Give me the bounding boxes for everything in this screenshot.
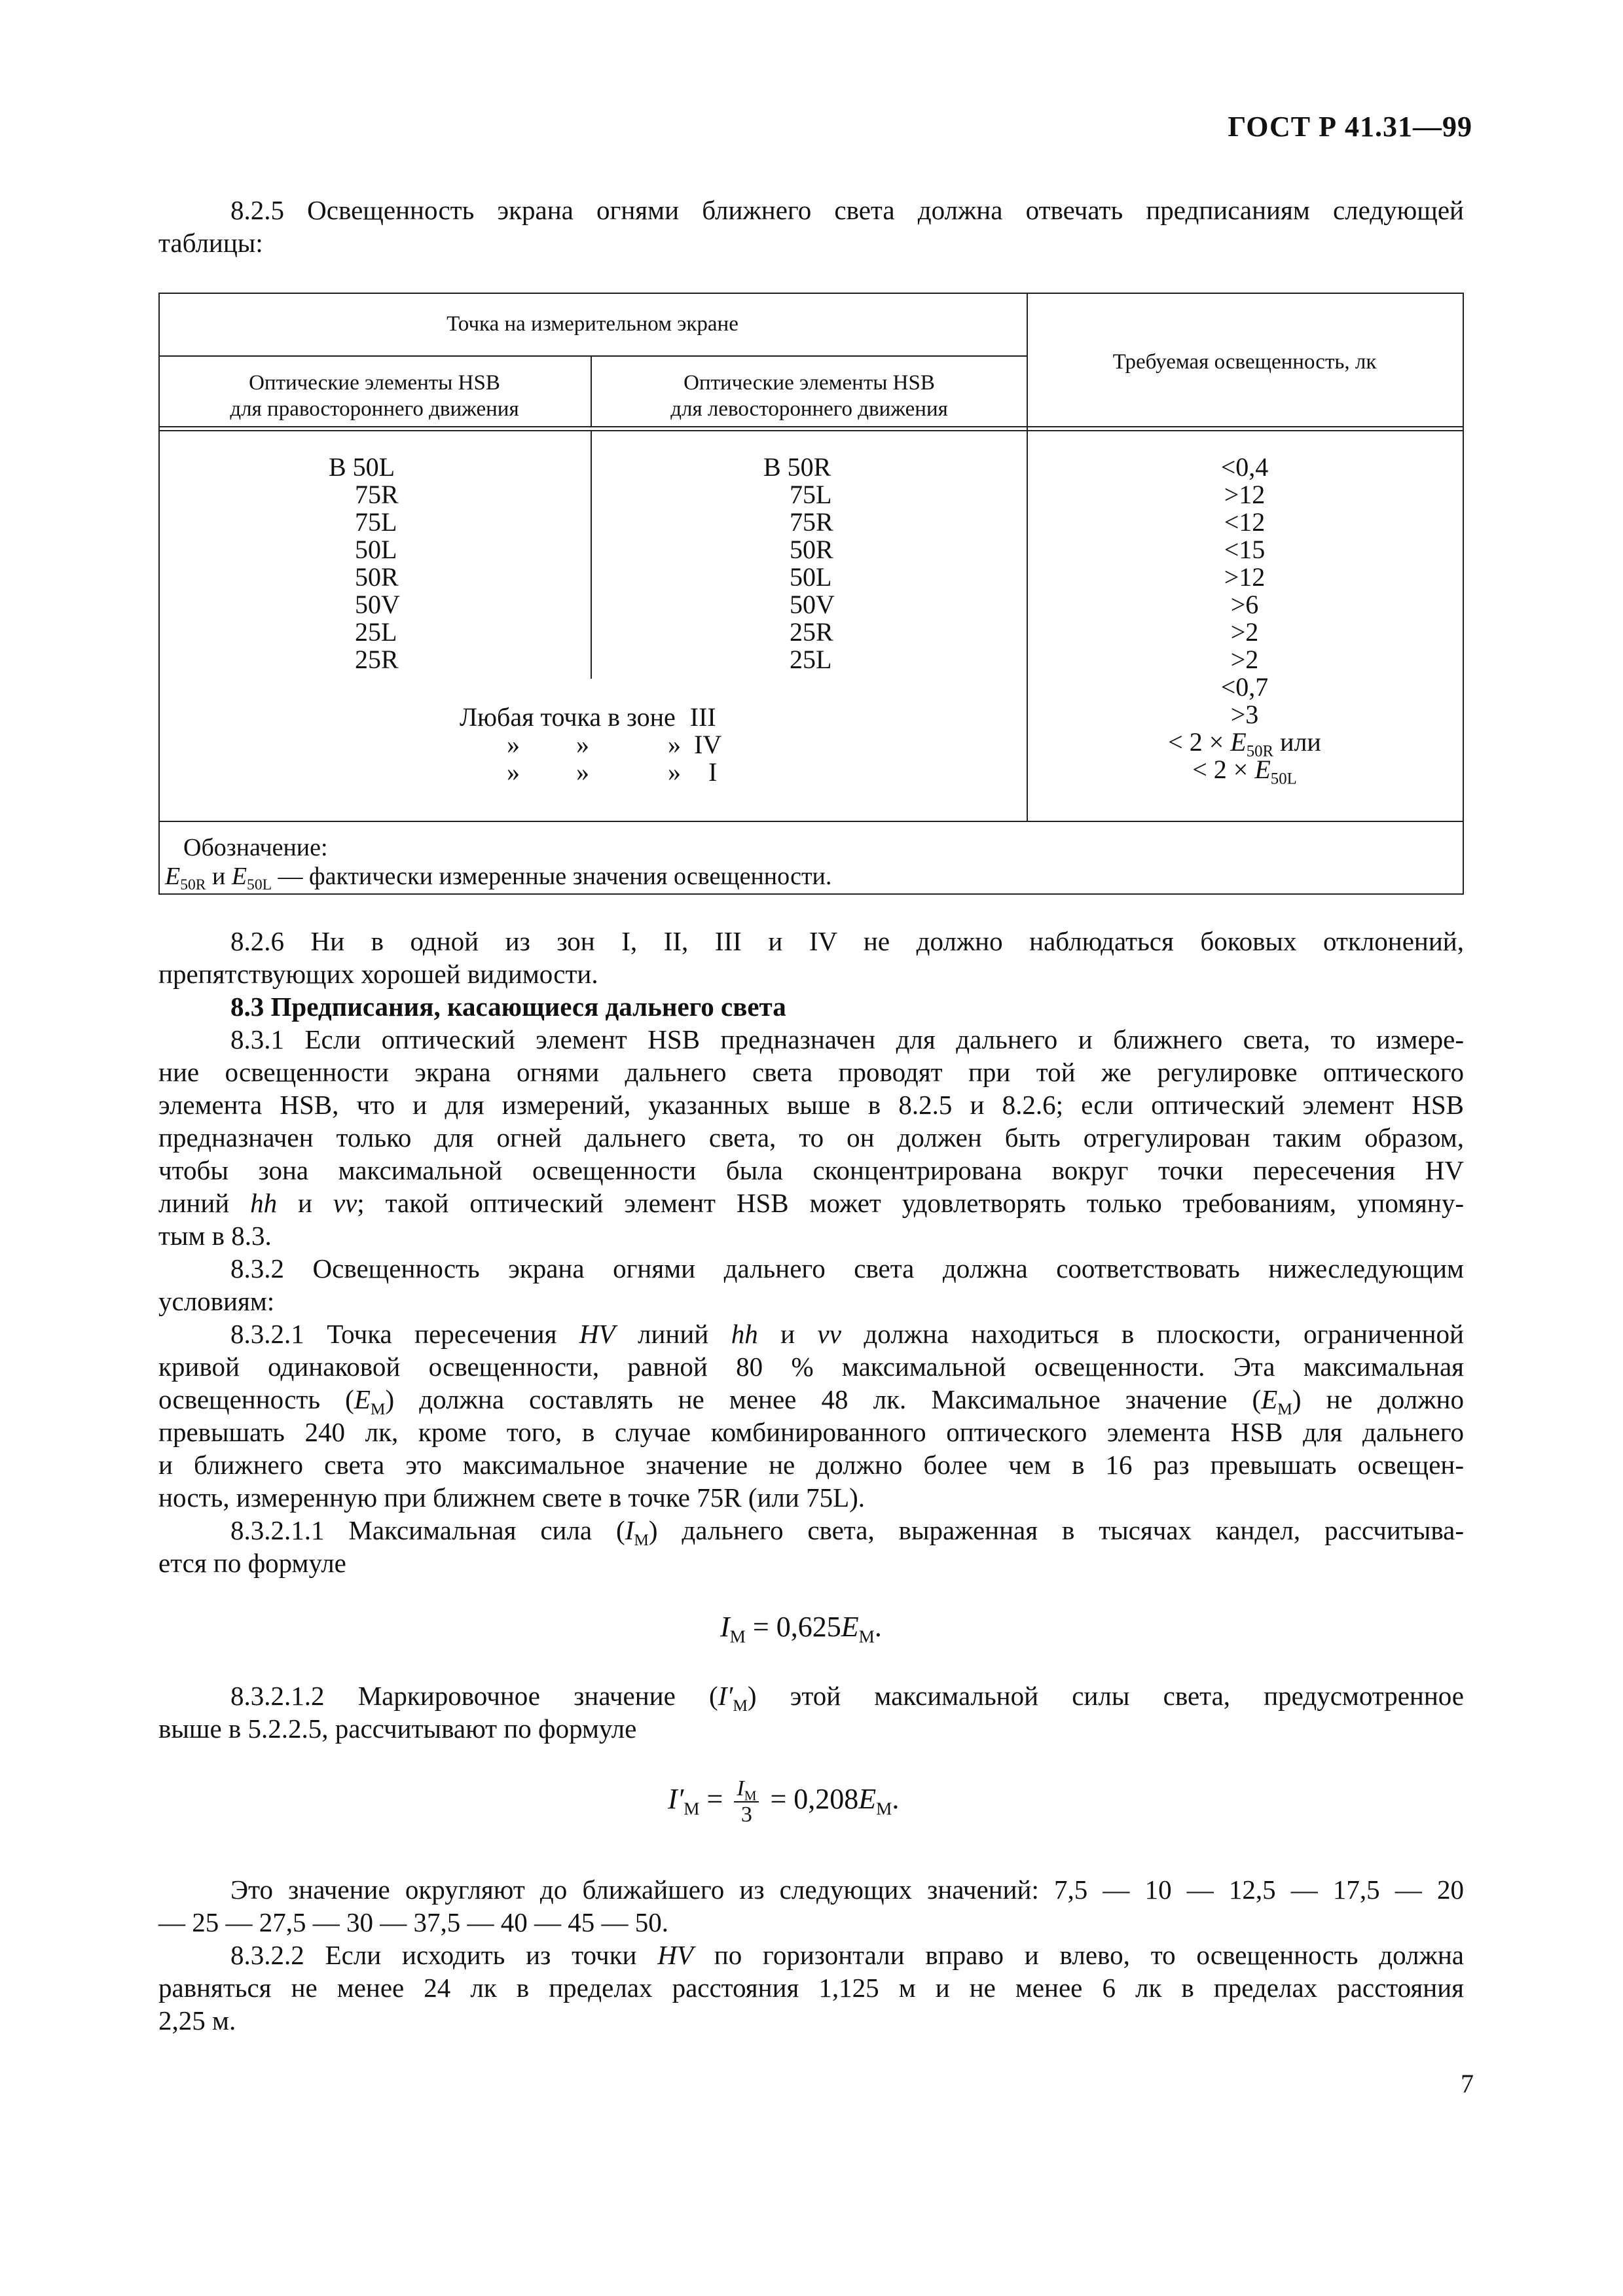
table-cell: 25R <box>790 617 833 647</box>
symbol-hv: HV <box>657 1940 693 1970</box>
paragraph-8-2-6 <box>158 925 1464 958</box>
table-cell: 50L <box>790 562 832 592</box>
text-fragment: 8.3.2.1.1 Максимальная сила ( <box>230 1515 625 1545</box>
symbol-e: E <box>354 1384 371 1414</box>
subscript: M <box>733 1696 748 1715</box>
table-cell: <0,4 <box>1220 452 1269 482</box>
formula-text: = 0,625 <box>745 1611 841 1643</box>
fraction <box>734 1776 759 1827</box>
paragraph-8-3-2-1-1 <box>158 1514 1464 1547</box>
symbol-vv: vv <box>817 1319 841 1349</box>
zone-row-i <box>460 759 957 786</box>
formula-text: = 0,208 <box>763 1783 859 1816</box>
text-fragment: освещенность ( <box>158 1384 354 1414</box>
zone-row-iv <box>460 731 957 759</box>
table-cell: <0,7 <box>1220 672 1269 702</box>
subscript: M <box>858 1626 875 1647</box>
formula-text: = <box>699 1783 731 1816</box>
symbol-i-prime: I′ <box>718 1681 733 1711</box>
ditto-mark: » <box>668 730 681 759</box>
text-fragment: ) не должно <box>1292 1384 1465 1414</box>
table-cell: 50R <box>790 535 833 564</box>
symbol-vv: vv <box>333 1188 357 1218</box>
paragraph-8-3-2-2 <box>158 1939 1464 1971</box>
table-divider <box>158 355 1027 357</box>
text-fragment: 8.3.2.1.2 Маркировочное значение ( <box>230 1681 718 1711</box>
text-line: 2,25 м. <box>158 2005 236 2036</box>
symbol-i: I <box>737 1776 744 1801</box>
zone-number: III <box>689 702 716 732</box>
fraction-denominator: 3 <box>740 1803 752 1827</box>
text-line <box>158 1679 1464 1715</box>
table-cell: 75L <box>790 480 832 509</box>
text-line <box>158 1187 1464 1219</box>
table-cell: <12 <box>1224 507 1266 537</box>
paragraph-8-3-2-cont <box>158 1285 1464 1318</box>
text-line: предназначен только для огней дальнего света, то он должен быть отрегулирован таким образом, <box>158 1122 1464 1153</box>
table-cell: 75R <box>790 507 833 537</box>
zone-number: IV <box>694 730 722 759</box>
table-cell: B 50L <box>329 452 395 482</box>
paragraph-8-3-2-2-cont <box>158 1971 1464 2037</box>
ditto-mark: » <box>507 730 520 759</box>
text-fragment: ) должна составлять не менее 48 лк. Максимальное значение ( <box>385 1384 1262 1414</box>
table-cell: 25L <box>355 617 397 647</box>
document-id: ГОСТ Р 41.31—99 <box>1228 111 1472 143</box>
text-line: 8.2.5 Освещенность экрана огнями ближнего света должна отвечать предписаниям следующей <box>230 195 1464 225</box>
formula-im-prime <box>668 1776 899 1827</box>
subscript: 50L <box>1270 770 1297 788</box>
note-and: и <box>206 863 232 890</box>
text-line: выше в 5.2.2.5, рассчитывают по формуле <box>158 1713 637 1744</box>
table-cell: 50L <box>355 535 397 564</box>
symbol-e: E <box>858 1783 877 1816</box>
symbol-hh: hh <box>731 1319 758 1349</box>
formula-im <box>720 1610 882 1647</box>
column-required <box>1028 452 1461 788</box>
text-line: 8.3.1 Если оптический элемент HSB предназначен для дальнего и ближнего света, то измере- <box>230 1024 1464 1054</box>
table-cell: <15 <box>1224 535 1266 564</box>
table-cell: B 50R <box>763 452 831 482</box>
paragraph-8-3-2 <box>158 1252 1464 1285</box>
table-cell-e50l <box>1028 755 1461 788</box>
column-right-traffic <box>158 454 591 673</box>
text-fragment: ) этой максимальной силы света, предусмотренное <box>747 1681 1464 1711</box>
text-fragment: и <box>277 1188 333 1218</box>
symbol-i: I <box>720 1611 730 1643</box>
req-suffix: или <box>1273 727 1321 757</box>
paragraph-rounding <box>158 1873 1464 1906</box>
header-line: для правостороннего движения <box>230 397 519 421</box>
table-cell: >12 <box>1224 562 1266 592</box>
text-line: препятствующих хорошей видимости. <box>158 959 598 989</box>
text-line: условиям: <box>158 1286 275 1316</box>
symbol-e: E <box>1254 755 1271 784</box>
req-prefix: < 2 × <box>1168 727 1231 757</box>
symbol-e: E <box>1261 1384 1278 1414</box>
header-right-traffic <box>158 370 591 422</box>
paragraph-8-3-2-1 <box>158 1318 1464 1350</box>
table-cell: >6 <box>1230 590 1259 619</box>
table-cell: >2 <box>1230 617 1259 647</box>
table-cell: >2 <box>1230 645 1259 674</box>
ditto-mark: » <box>668 757 681 787</box>
zone-row-iii <box>460 704 957 731</box>
text-line: ется по формуле <box>158 1548 346 1578</box>
text-fragment: и <box>757 1319 818 1349</box>
table-cell: 50V <box>355 590 400 619</box>
text-line: Это значение округляют до ближайшего из следующих значений: 7,5 — 10 — 12,5 — 17,5 — 20 <box>230 1874 1464 1905</box>
symbol-i: I <box>625 1515 634 1545</box>
header-line: для левостороннего движения <box>670 397 948 421</box>
zone-rows <box>460 704 957 786</box>
subscript: M <box>1277 1399 1292 1418</box>
subscript: M <box>744 1787 757 1804</box>
fraction-numerator <box>734 1776 759 1803</box>
page-number: 7 <box>1461 2069 1474 2098</box>
text-line: ние освещенности экрана огнями дальнего света проводят при той же регулировке оптического <box>158 1057 1464 1087</box>
table-divider <box>158 821 1464 822</box>
subscript: 50L <box>247 876 272 894</box>
header-line: Оптические элементы HSB <box>684 371 935 395</box>
text-line: чтобы зона максимальной освещенности была сконцентрирована вокруг точки пересечения HV <box>158 1155 1464 1185</box>
text-line: ность, измеренную при ближнем свете в точке 75R (или 75L). <box>158 1482 866 1513</box>
note-text <box>165 862 832 894</box>
text-line: равняться не менее 24 лк в пределах расстояния 1,125 м и не менее 6 лк в пределах расстояния <box>158 1973 1464 2003</box>
table-divider <box>158 430 1464 431</box>
text-line: таблицы: <box>158 228 263 258</box>
header-line: Оптические элементы HSB <box>249 371 500 395</box>
paragraph-rounding-cont <box>158 1906 1464 1939</box>
paragraph-8-3-1-cont <box>158 1056 1464 1252</box>
text-line: тым в 8.3. <box>158 1221 272 1251</box>
text-line: элемента HSB, что и для измерений, указанных выше в 8.2.5 и 8.2.6; если оптический элемент HSB <box>158 1090 1464 1120</box>
symbol-e: E <box>841 1611 859 1643</box>
table-note <box>165 833 832 894</box>
paragraph-8-2-6-cont <box>158 958 1464 990</box>
paragraph-8-3-2-1-1-cont <box>158 1547 1464 1579</box>
subscript: 50R <box>180 876 206 894</box>
table-cell: 50V <box>790 590 835 619</box>
table-cell: 25L <box>790 645 832 674</box>
ditto-mark: » <box>576 757 589 787</box>
paragraph-8-2-5-cont <box>158 226 1464 259</box>
text-fragment: 8.3.2.1 Точка пересечения <box>230 1319 579 1349</box>
paragraph-8-3-2-1-2 <box>158 1679 1464 1715</box>
table-cell: >3 <box>1230 700 1259 729</box>
text-line: кривой одинаковой освещенности, равной 80 % максимальной освещенности. Эта максимальная <box>158 1352 1464 1382</box>
text-line: — 25 — 27,5 — 30 — 37,5 — 40 — 45 — 50. <box>158 1907 668 1937</box>
text-fragment: 8.3.2.2 Если исходить из точки <box>230 1940 658 1970</box>
note-title: Обозначение: <box>183 834 328 861</box>
ditto-mark: » <box>576 730 589 759</box>
table-cell: 75R <box>355 480 399 509</box>
header-left-traffic <box>592 370 1027 422</box>
table-cell: 25R <box>355 645 399 674</box>
table-cell: 75L <box>355 507 397 537</box>
header-required-illuminance: Требуемая освещенность, лк <box>1112 350 1377 374</box>
formula-text: . <box>874 1611 882 1643</box>
symbol-i-prime: I′ <box>668 1783 684 1816</box>
table-divider <box>158 426 1464 427</box>
subscript: 50R <box>1246 742 1274 761</box>
text-fragment: ) дальнего света, выраженная в тысячах кандел, рассчитыва- <box>648 1515 1464 1545</box>
text-line <box>158 1939 1464 1971</box>
symbol-e: E <box>165 863 181 890</box>
symbol-hv: HV <box>579 1319 615 1349</box>
symbol-e: E <box>1230 727 1247 757</box>
paragraph-8-2-5 <box>158 194 1464 226</box>
paragraph-8-3-1 <box>158 1023 1464 1056</box>
column-left-traffic <box>592 454 1027 673</box>
paragraph-8-3-2-1-cont <box>158 1350 1464 1514</box>
text-fragment: должна находиться в плоскости, ограниченной <box>841 1319 1464 1349</box>
section-heading-8-3: 8.3 Предписания, касающиеся дальнего света <box>230 992 786 1022</box>
subscript: M <box>684 1799 700 1819</box>
text-line: превышать 240 лк, кроме того, в случае комбинированного оптического элемента HSB для дальнего <box>158 1417 1464 1447</box>
note-description: — фактически измеренные значения освещенности. <box>271 863 832 890</box>
text-fragment: ; такой оптический элемент HSB может удовлетворять только требованиям, упомяну- <box>357 1188 1464 1218</box>
subscript: M <box>876 1799 892 1819</box>
table-cell: >12 <box>1224 480 1266 509</box>
header-point: Точка на измерительном экране <box>447 312 739 336</box>
symbol-e: E <box>231 863 247 890</box>
text-line <box>158 1318 1464 1350</box>
table-cell-e50r <box>1028 727 1461 761</box>
zone-label: Любая точка в зоне <box>460 702 676 732</box>
text-fragment: линий <box>158 1188 251 1218</box>
subscript: M <box>370 1399 386 1418</box>
symbol-hh: hh <box>250 1188 278 1218</box>
paragraph-8-3-2-1-2-cont <box>158 1712 1464 1745</box>
formula-text: . <box>892 1783 900 1816</box>
text-line <box>158 1383 1464 1416</box>
subscript: M <box>634 1530 649 1549</box>
ditto-mark: » <box>507 757 520 787</box>
illuminance-table <box>158 293 1464 895</box>
req-prefix: < 2 × <box>1192 755 1255 784</box>
text-fragment: по горизонтали вправо и влево, то освещенность должна <box>693 1940 1464 1970</box>
subscript: M <box>729 1626 746 1647</box>
text-line: и ближнего света это максимальное значение не должно более чем в 16 раз превышать освещен- <box>158 1450 1464 1480</box>
table-cell: 50R <box>355 562 399 592</box>
text-fragment: линий <box>615 1319 731 1349</box>
zone-number: I <box>708 757 718 787</box>
text-line: 8.3.2 Освещенность экрана огнями дальнего света должна соответствовать нижеследующим <box>230 1253 1464 1283</box>
text-line <box>158 1514 1464 1547</box>
text-line: 8.2.6 Ни в одной из зон I, II, III и IV не должно наблюдаться боковых отклонений, <box>230 926 1464 956</box>
